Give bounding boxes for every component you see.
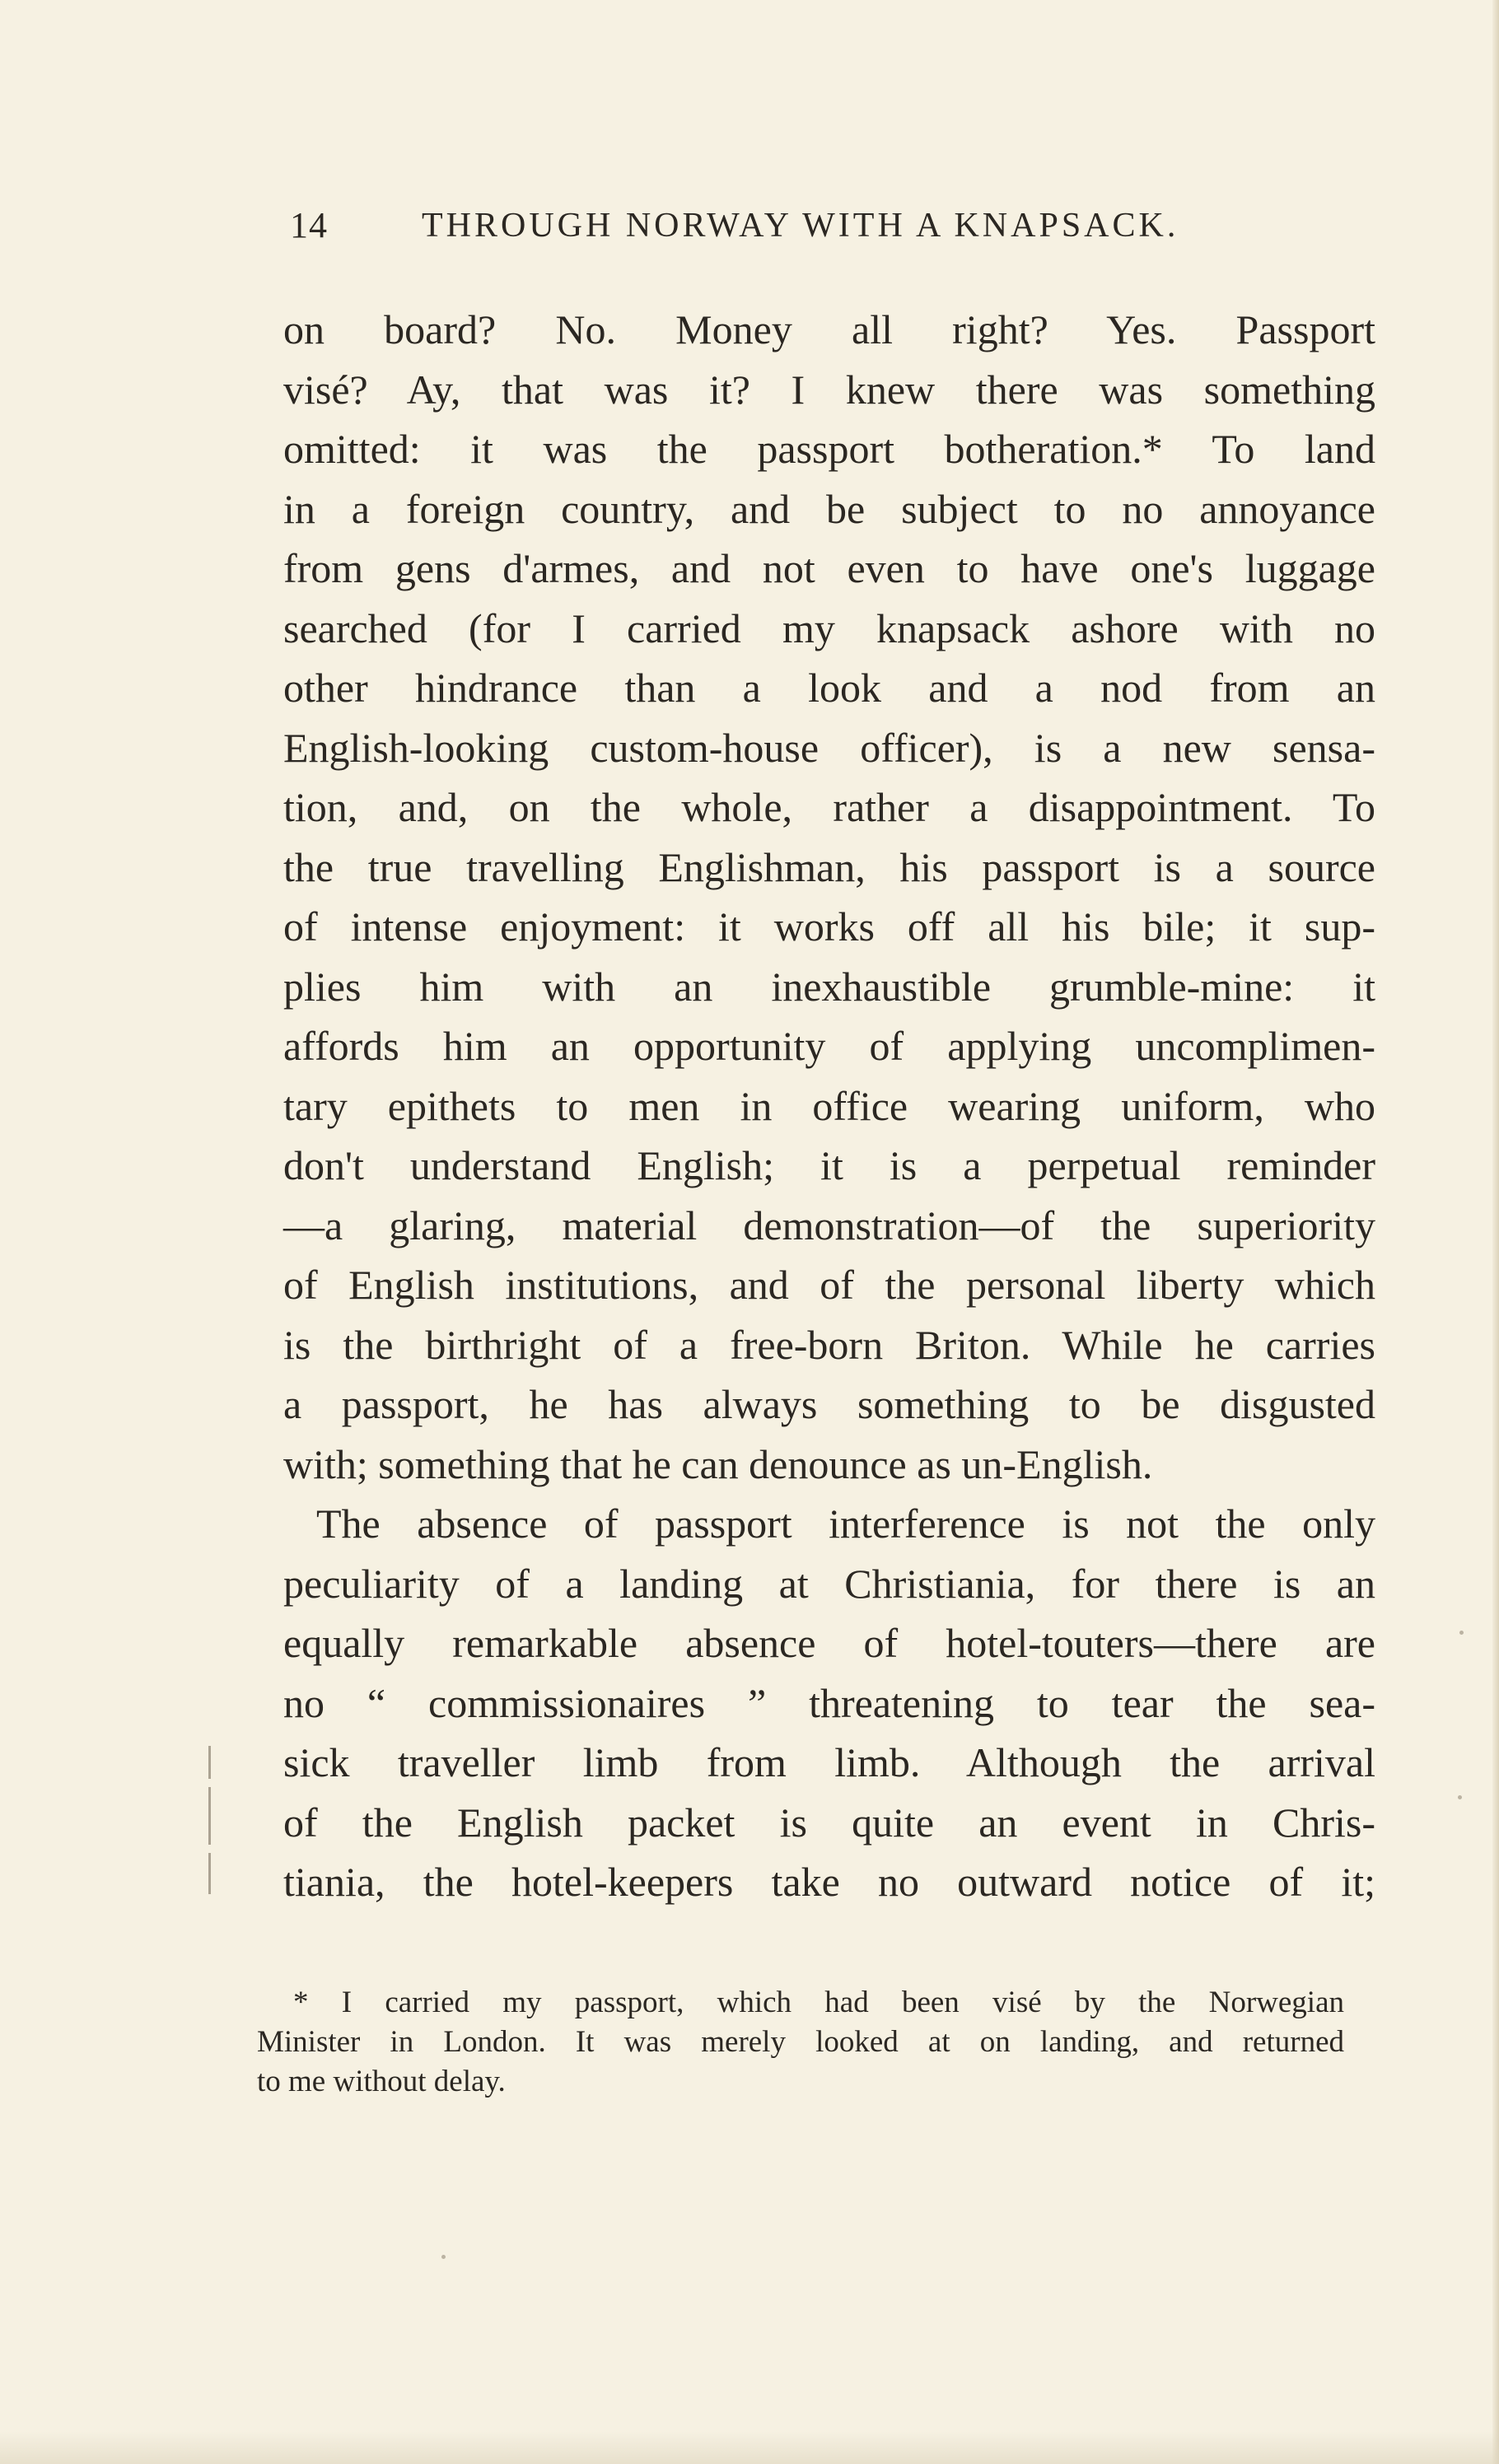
text-line: affords him an opportunity of applying uncomplimen-	[283, 1023, 1375, 1069]
text-line: searched (for I carried my knapsack ashore with no	[283, 604, 1375, 651]
text-line: a passport, he has always something to be disgusted	[283, 1381, 1375, 1427]
paper-speck	[1458, 1795, 1462, 1799]
paper-speck	[1459, 1631, 1464, 1635]
text-line: tion, and, on the whole, rather a disappointment. To	[283, 784, 1375, 830]
text-line: plies him with an inexhaustible grumble-mine: it	[283, 963, 1375, 1010]
footnote-line: Minister in London. It was merely looked at on landing, and returned	[257, 2025, 1344, 2059]
text-line: on board? No. Money all right? Yes. Passport	[283, 306, 1375, 352]
text-line: equally remarkable absence of hotel-touters—there are	[283, 1620, 1375, 1666]
page-header	[290, 204, 1361, 262]
text-line: tiania, the hotel-keepers take no outward notice of it;	[283, 1859, 1375, 1905]
text-line: don't understand English; it is a perpetual reminder	[283, 1142, 1375, 1188]
text-line: from gens d'armes, and not even to have one's luggage	[283, 545, 1375, 591]
text-line: of the English packet is quite an event in Chris-	[283, 1799, 1375, 1846]
footnote	[257, 1983, 1344, 2102]
text-line: omitted: it was the passport botheration.* To land	[283, 426, 1375, 472]
margin-pencil-mark	[204, 1746, 216, 1927]
page-shadow	[0, 2431, 1499, 2464]
footnote-line: * I carried my passport, which had been visé by the Norwegian	[293, 1986, 1344, 2019]
footnote-line: to me without delay.	[257, 2065, 506, 2098]
text-line: in a foreign country, and be subject to no annoyance	[283, 485, 1375, 532]
paper-speck	[441, 2255, 446, 2259]
body-text	[283, 300, 1375, 1912]
text-line: of English institutions, and of the personal liberty which	[283, 1262, 1375, 1308]
text-line: tary epithets to men in office wearing uniform, who	[283, 1082, 1375, 1129]
text-line: of intense enjoyment: it works off all his bile; it sup-	[283, 903, 1375, 950]
text-line: no “ commissionaires ” threatening to tear the sea-	[283, 1679, 1375, 1726]
text-line: is the birthright of a free-born Briton. While he carries	[283, 1321, 1375, 1368]
text-line: English-looking custom-house officer), is a new sensa-	[283, 724, 1375, 771]
text-line: the true travelling Englishman, his passport is a source	[283, 843, 1375, 890]
text-line: peculiarity of a landing at Christiania, for there is an	[283, 1560, 1375, 1607]
text-line: —a glaring, material demonstration—of the superiority	[283, 1202, 1375, 1248]
running-title: THROUGH NORWAY WITH A KNAPSACK.	[422, 207, 1179, 245]
text-line: sick traveller limb from limb. Although the arrival	[283, 1739, 1375, 1785]
text-line: other hindrance than a look and a nod from an	[283, 665, 1375, 711]
text-line: with; something that he can denounce as un-English.	[283, 1440, 1153, 1487]
page-number: 14	[290, 205, 328, 245]
text-line: visé? Ay, that was it? I knew there was something	[283, 366, 1375, 413]
page-edge	[1492, 0, 1499, 2464]
text-line: The absence of passport interference is not the only	[316, 1500, 1375, 1547]
